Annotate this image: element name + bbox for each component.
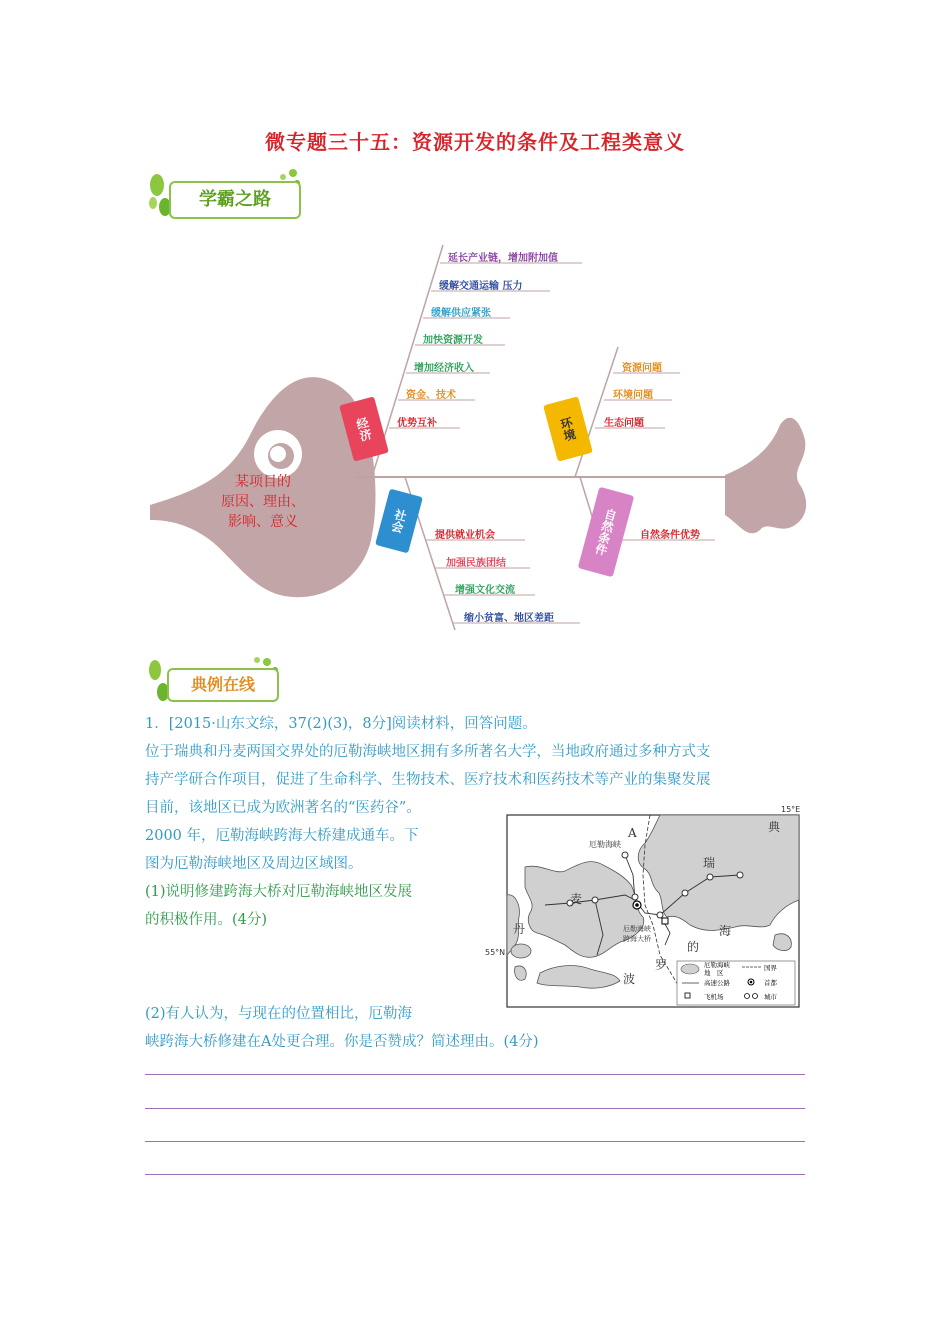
economy-item: 资金、技术 <box>406 390 456 401</box>
society-item: 提供就业机会 <box>435 530 495 541</box>
legend-highway: 高速公路 <box>704 979 730 987</box>
map-bridge-label: 厄勒海峡 <box>623 925 651 933</box>
question-part-1-cont: 的积极作用。(4分) <box>145 912 268 928</box>
map-place: 海 <box>719 924 732 938</box>
economy-item: 加快资源开发 <box>423 335 483 346</box>
legend-airport: 飞机场 <box>704 993 724 1001</box>
head-text-line-2: 原因、理由、 <box>221 494 305 510</box>
badge-example-label: 典例在线 <box>167 668 279 702</box>
map-place: 的 <box>687 940 700 954</box>
badge-road-label: 学霸之路 <box>169 181 301 219</box>
economy-item: 优势互补 <box>397 418 437 429</box>
question-para: 位于瑞典和丹麦两国交界处的厄勒海峡地区拥有多所著名大学，当地政府通过多种方式支 <box>145 744 711 760</box>
map-latitude: 55°N <box>485 948 506 957</box>
map-point-a: A <box>628 826 637 840</box>
map-place: 罗 <box>655 958 668 972</box>
map-longitude: 15°E <box>781 805 801 814</box>
head-text-line-1: 某项目的 <box>235 474 291 490</box>
economy-item: 延长产业链，增加附加值 <box>448 253 558 264</box>
map-place: 丹 <box>513 922 526 936</box>
legend-capital: 首都 <box>764 979 777 987</box>
head-text-line-3: 影响、意义 <box>228 514 298 530</box>
map-place: 典 <box>768 820 781 834</box>
question-para: 2000 年，厄勒海峡跨海大桥建成通车。下 <box>145 828 419 844</box>
environment-item: 环境问题 <box>613 390 653 401</box>
question-part-2-cont: 峡跨海大桥修建在A处更合理。你是否赞成？简述理由。(4分) <box>145 1034 539 1050</box>
legend-city: 城市 <box>764 993 777 1001</box>
environment-item: 资源问题 <box>622 363 662 374</box>
answer-line[interactable] <box>145 1141 805 1142</box>
fish-head-text <box>208 472 318 532</box>
section-badge-road <box>145 165 305 220</box>
map-place: 麦 <box>570 892 583 906</box>
environment-item: 生态问题 <box>604 418 644 429</box>
oresund-map <box>485 805 810 1010</box>
map-strait-label: 厄勒海峡 <box>589 840 621 849</box>
fishbone-diagram <box>140 235 820 635</box>
legend-border: 国界 <box>764 964 777 972</box>
category-society-label: 社会 <box>388 507 409 535</box>
society-item: 缩小贫富、地区差距 <box>464 613 554 624</box>
legend-region: 地 区 <box>704 969 724 977</box>
section-badge-example <box>145 652 285 704</box>
fish-tail-shape <box>725 418 806 534</box>
category-environment-label: 环境 <box>557 415 578 443</box>
page-title: 微专题三十五：资源开发的条件及工程类意义 <box>265 130 685 154</box>
map-legend <box>677 960 795 1005</box>
question-source: 1．[2015·山东文综，37(2)(3)，8分]阅读材料，回答问题。 <box>145 716 537 732</box>
question-part-1: (1)说明修建跨海大桥对厄勒海峡地区发展 <box>145 884 413 900</box>
answer-line[interactable] <box>145 1174 805 1175</box>
economy-item: 增加经济收入 <box>414 363 474 374</box>
question-para: 图为厄勒海峡地区及周边区域图。 <box>145 856 363 872</box>
category-economy-label: 经济 <box>353 415 374 443</box>
map-bridge-label: 跨海大桥 <box>623 935 651 943</box>
economy-item: 缓解交通运输 压力 <box>439 281 523 292</box>
nature-item: 自然条件优势 <box>640 530 700 541</box>
question-para: 目前，该地区已成为欧洲著名的“医药谷”。 <box>145 800 421 816</box>
answer-line[interactable] <box>145 1108 805 1109</box>
question-para: 持产学研合作项目，促进了生命科学、生物技术、医疗技术和医药技术等产业的集聚发展 <box>145 772 711 788</box>
economy-item: 缓解供应紧张 <box>431 308 491 319</box>
society-item: 增强文化交流 <box>455 585 515 596</box>
society-item: 加强民族团结 <box>446 558 506 569</box>
category-nature-label: 自然条件 <box>592 506 619 557</box>
answer-line[interactable] <box>145 1074 805 1075</box>
question-part-2: (2)有人认为，与现在的位置相比，厄勒海 <box>145 1006 413 1022</box>
map-place: 波 <box>623 972 636 986</box>
legend-region: 厄勒海峡 <box>704 961 730 969</box>
map-place: 瑞 <box>703 856 716 870</box>
